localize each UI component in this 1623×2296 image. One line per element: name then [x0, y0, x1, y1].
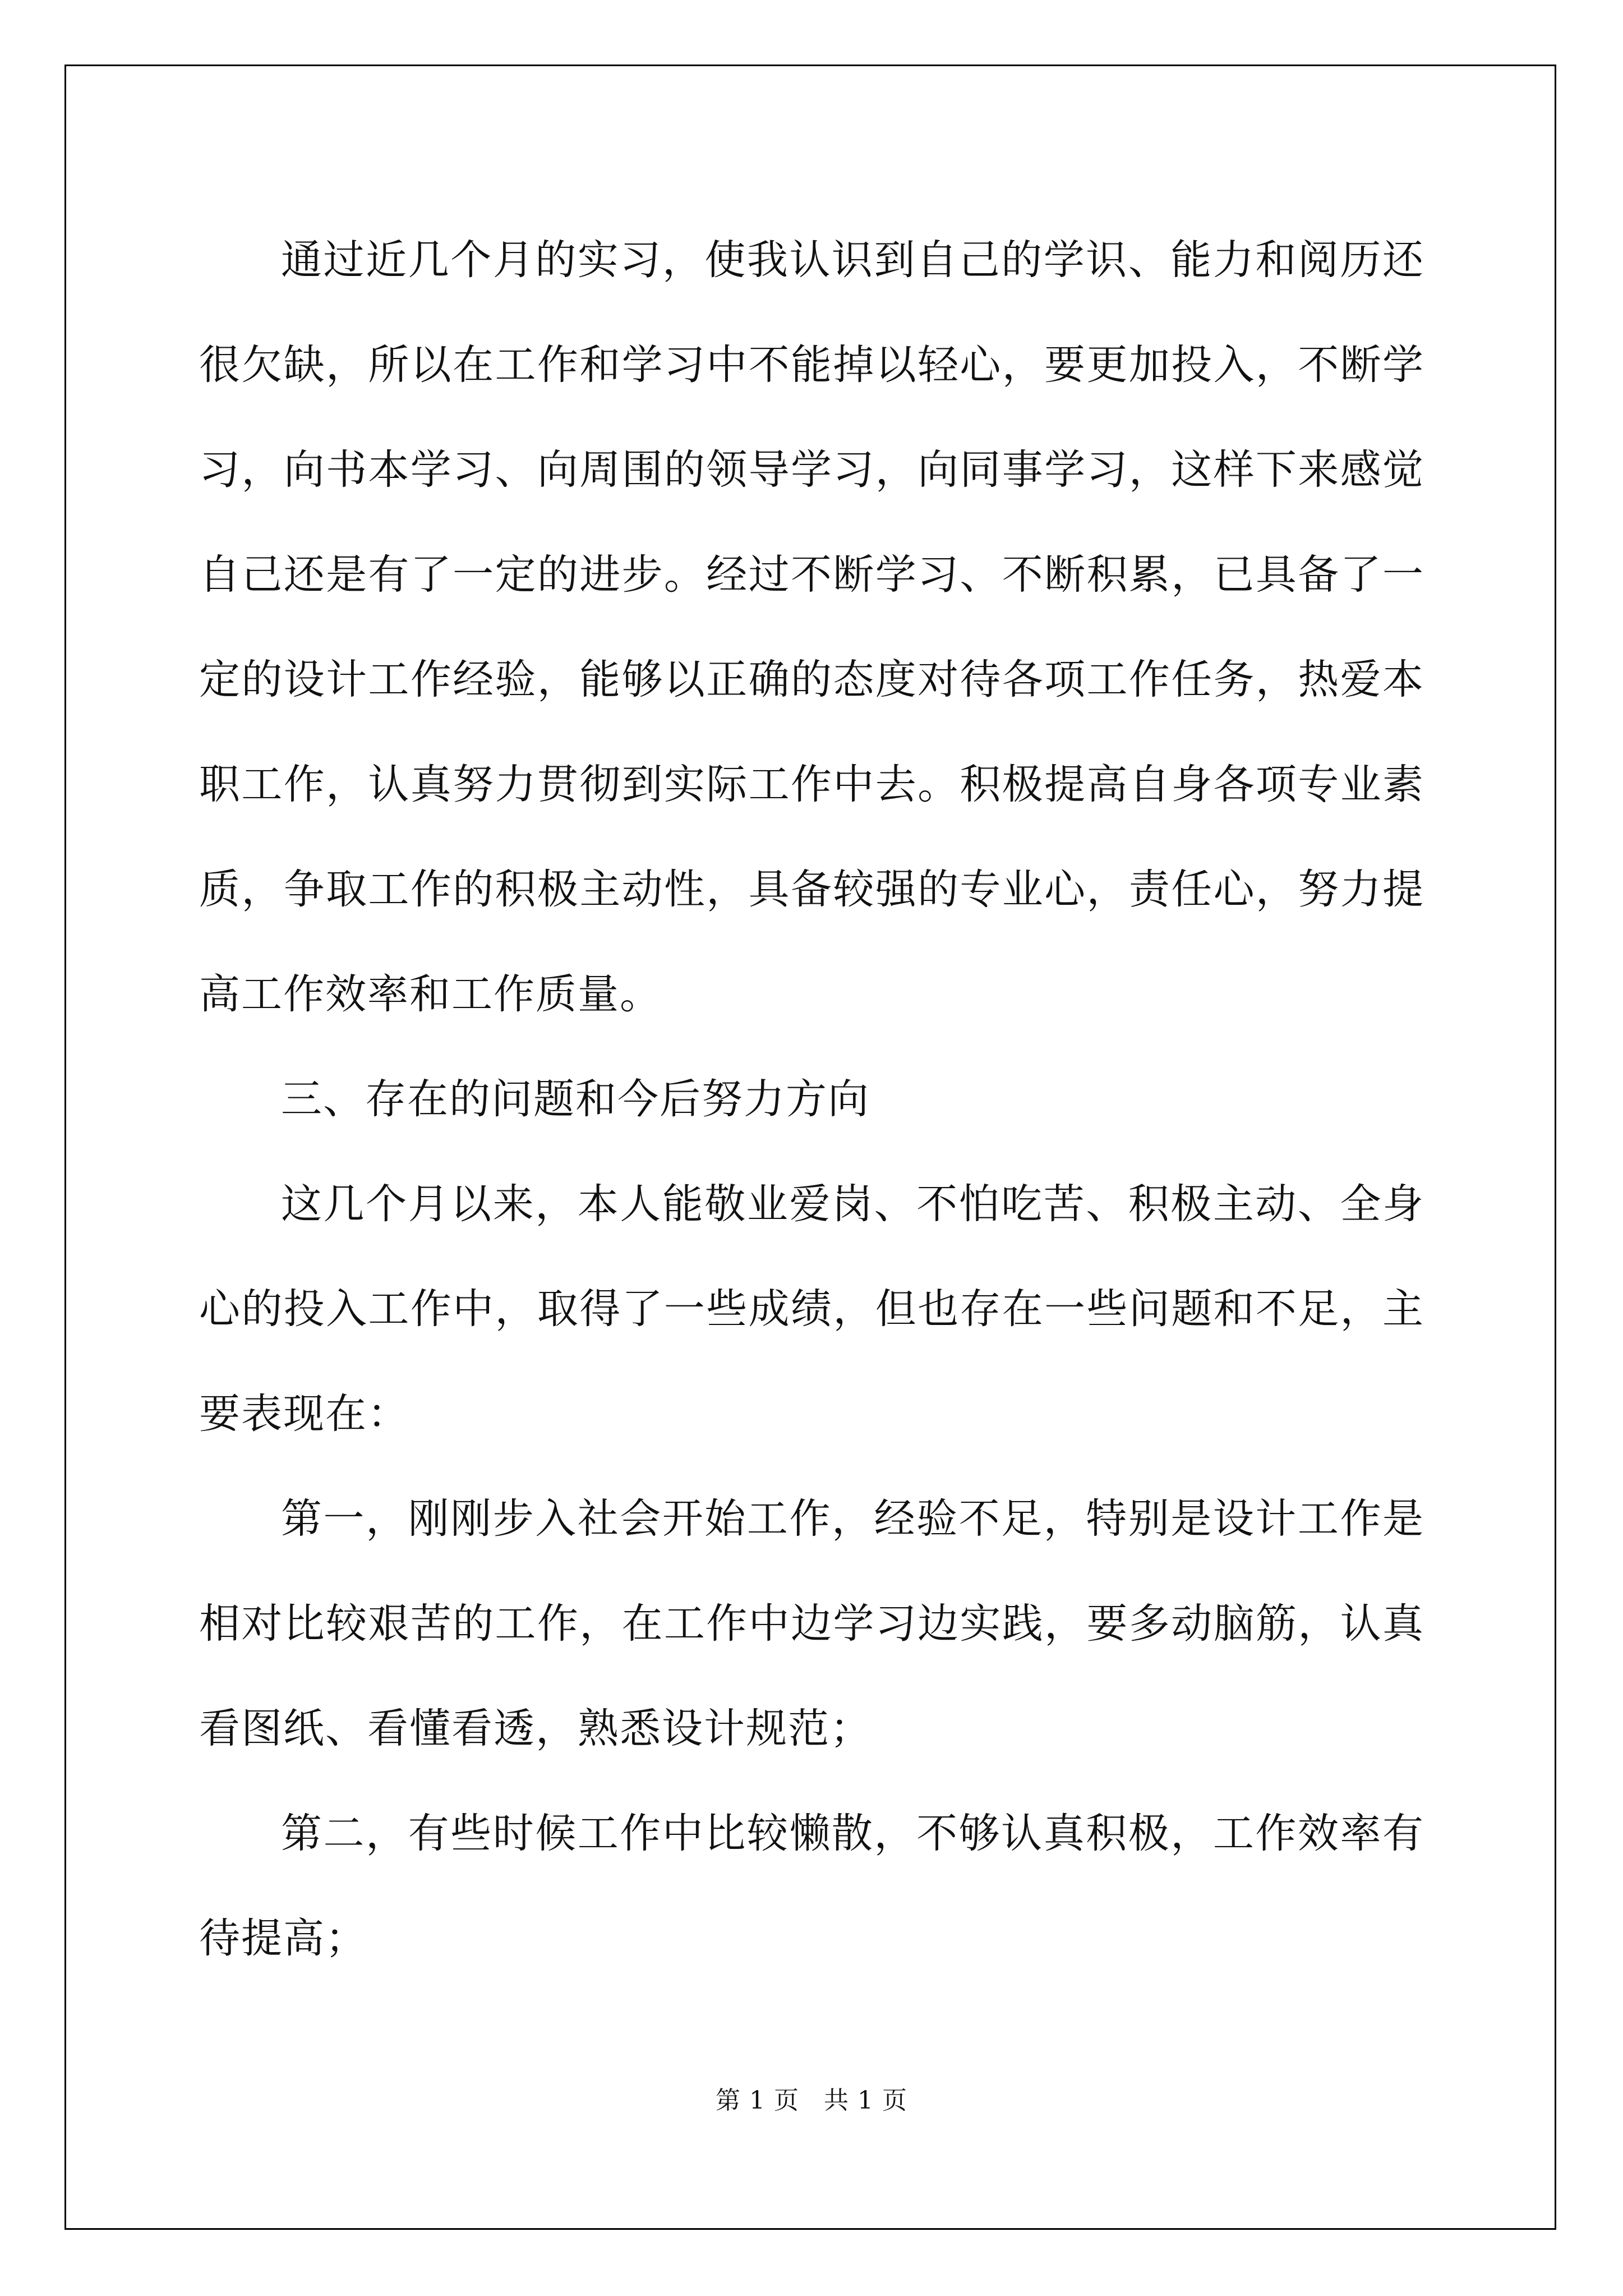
- paragraph-point-one: 第一，刚刚步入社会开始工作，经验不足，特别是设计工作是相对比较艰苦的工作，在工作中边学习边实践，要多动脑筋，认真看图纸、看懂看透，熟悉设计规范；: [199, 1495, 1424, 1752]
- document-body: [199, 208, 1424, 1991]
- page-footer: [0, 2080, 1623, 2116]
- paragraph-point-two: 第二，有些时候工作中比较懒散，不够认真积极，工作效率有待提高；: [199, 1810, 1424, 1962]
- page-number: 第 1 页: [716, 2086, 799, 2115]
- section-heading-problems-and-direction: 三、存在的问题和今后努力方向: [281, 1075, 870, 1123]
- page-total: 共 1 页: [824, 2086, 907, 2115]
- paragraph-internship-reflection: 通过近几个月的实习，使我认识到自己的学识、能力和阅历还很欠缺，所以在工作和学习中不能掉以轻心，要更加投入，不断学习，向书本学习、向周围的领导学习，向同事学习，这样下来感觉自己还是有了一定的进步。经过不断学习、不断积累，已具备了一定的设计工作经验，能够以正确的态度对待各项工作任务，热爱本职工作，认真努力贯彻到实际工作中去。积极提高自身各项专业素质，争取工作的积极主动性，具备较强的专业心，责任心，努力提高工作效率和工作质量。: [199, 236, 1424, 1018]
- paragraph-problems-intro: 这几个月以来，本人能敬业爱岗、不怕吃苦、积极主动、全身心的投入工作中，取得了一些成绩，但也存在一些问题和不足，主要表现在：: [199, 1180, 1424, 1438]
